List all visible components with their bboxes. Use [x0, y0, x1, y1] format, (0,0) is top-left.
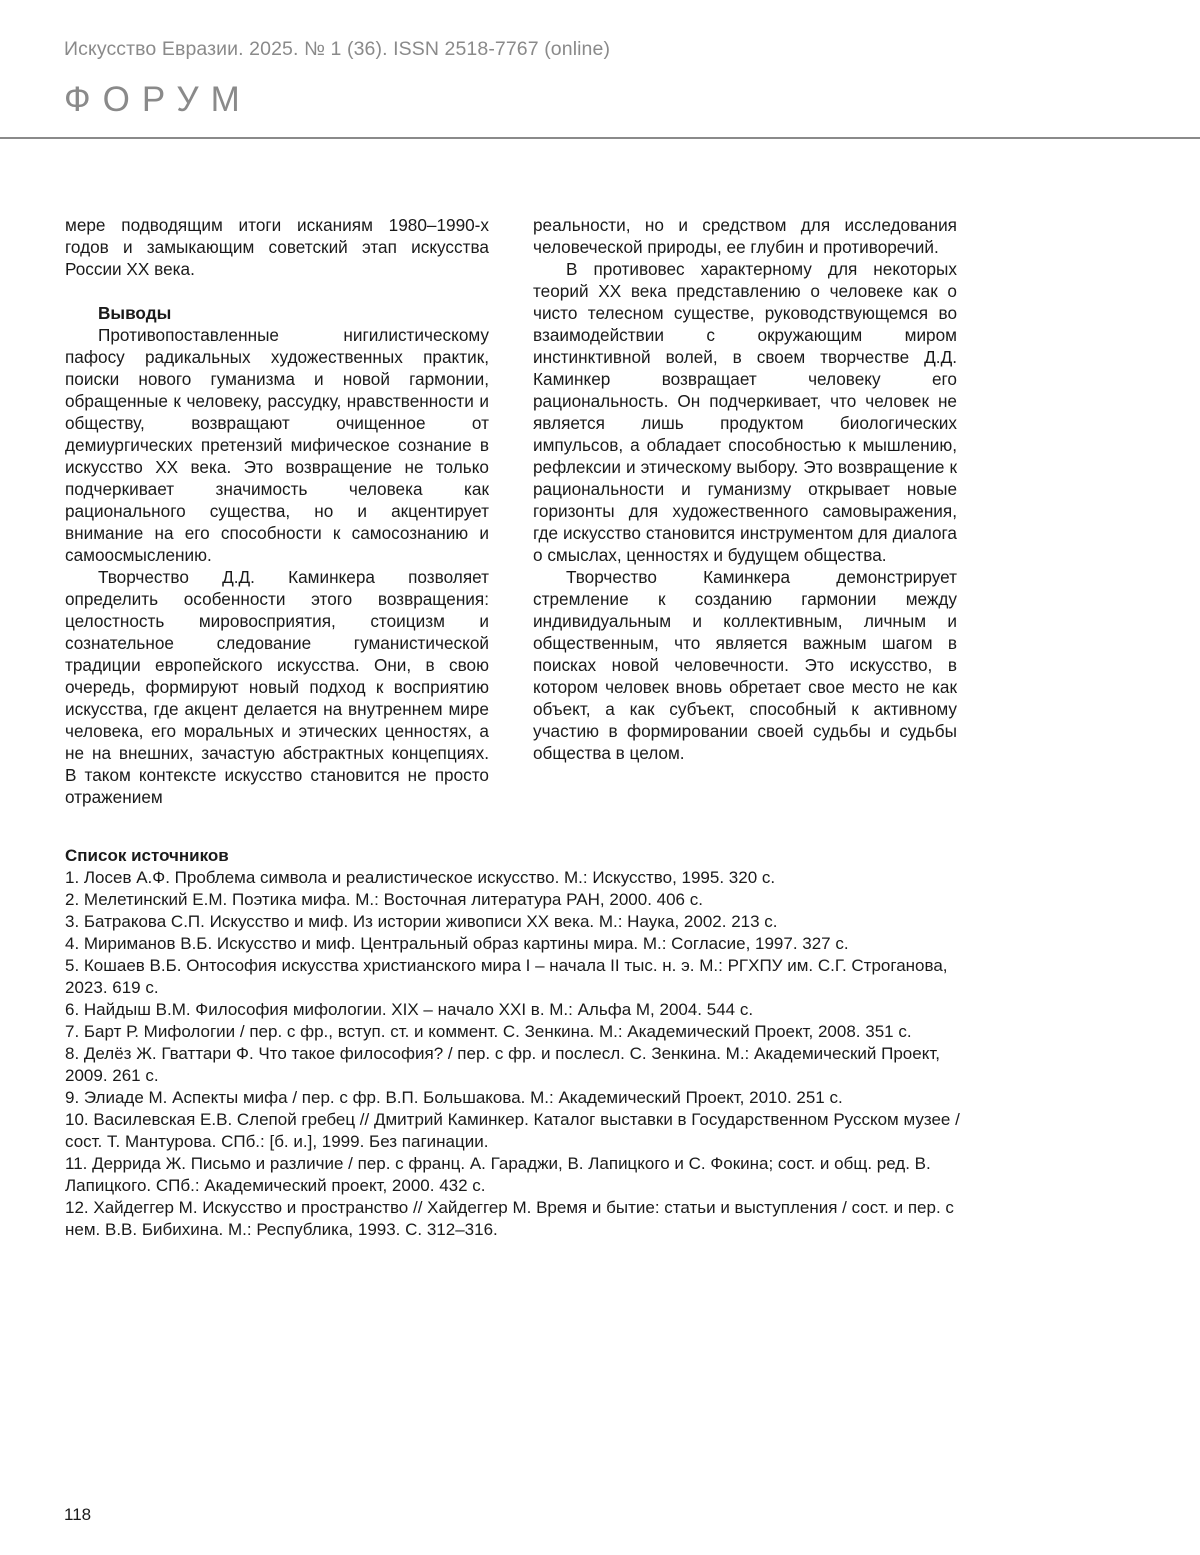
reference-item: 4. Мириманов В.Б. Искусство и миф. Центральный образ картины мира. М.: Согласие, 1997. 327 с.: [65, 934, 849, 953]
right-text-column: [533, 214, 957, 764]
paragraph-continuation: реальности, но и средством для исследования человеческой природы, ее глубин и противоречий.: [533, 215, 957, 257]
paragraph: В противовес характерному для некоторых теорий XX века представлению о человеке как о чисто телесном существе, руководствующемся во взаимодействии с окружающим миром инстинктивной волей, в своем творчестве Д.Д. Каминкер возвращает человеку его рациональность. Он подчеркивает, что человек не является лишь продуктом биологических импульсов, а обладает способностью к мышлению, рефлексии и этическому выбору. Это возвращение к рациональности и гуманизму открывает новые горизонты для художественного самовыражения, где искусство становится инструментом для диалога о смыслах, ценностях и будущем общества.: [533, 259, 957, 565]
page-number: 118: [64, 1505, 92, 1524]
reference-item: 2. Мелетинский Е.М. Поэтика мифа. М.: Восточная литература РАН, 2000. 406 с.: [65, 890, 703, 909]
section-title: ФОРУМ: [64, 80, 252, 119]
reference-item: 11. Деррида Ж. Письмо и различие / пер. с франц. А. Гараджи, В. Лапицкого и С. Фокина; сост. и общ. ред. В. Лапицкого. СПб.: Академический проект, 2000. 432 с.: [65, 1154, 931, 1195]
reference-item: 8. Делёз Ж. Гваттари Ф. Что такое философия? / пер. с фр. и послесл. С. Зенкина. М.: Академический Проект, 2009. 261 с.: [65, 1044, 940, 1085]
references-title: Список источников: [65, 846, 229, 865]
left-text-column: [65, 214, 489, 808]
conclusions-heading: Выводы: [98, 303, 172, 323]
reference-item: 9. Элиаде М. Аспекты мифа / пер. с фр. В.П. Большакова. М.: Академический Проект, 2010. 251 с.: [65, 1088, 843, 1107]
running-head: Искусство Евразии. 2025. № 1 (36). ISSN 2518-7767 (online): [64, 38, 611, 60]
reference-item: 12. Хайдеггер М. Искусство и пространство // Хайдеггер М. Время и бытие: статьи и выступления / сост. и пер. с нем. В.В. Бибихина. М.: Республика, 1993. С. 312–316.: [65, 1198, 954, 1239]
paragraph: Творчество Д.Д. Каминкера позволяет определить особенности этого возвращения: целостность мировосприятия, стоицизм и сознательное следование гуманистической традиции европейского искусства. Они, в свою очередь, формируют новый подход к восприятию искусства, где акцент делается на внутреннем мире человека, его моральных и этических ценностях, а не на внешних, зачастую абстрактных концепциях. В таком контексте искусство становится не просто отражением: [65, 567, 489, 807]
reference-item: 7. Барт Р. Мифологии / пер. с фр., вступ. ст. и коммент. С. Зенкина. М.: Академический Проект, 2008. 351 с.: [65, 1022, 912, 1041]
paragraph-continuation: мере подводящим итоги исканиям 1980–1990-х годов и замыкающим советский этап искусства России XX века.: [65, 215, 489, 279]
paragraph: Противопоставленные нигилистическому пафосу радикальных художественных практик, поиски нового гуманизма и новой гармонии, обращенные к человеку, рассудку, нравственности и обществу, возвращают очищенное от демиургических претензий мифическое сознание в искусство XX века. Это возвращение не только подчеркивает значимость человека как рационального существа, но и акцентирует внимание на его способности к самосознанию и самоосмыслению.: [65, 325, 489, 565]
reference-item: 5. Кошаев В.Б. Онтософия искусства христианского мира I – начала II тыс. н. э. М.: РГХПУ им. С.Г. Строганова, 2023. 619 с.: [65, 956, 948, 997]
reference-item: 1. Лосев А.Ф. Проблема символа и реалистическое искусство. М.: Искусство, 1995. 320 с.: [65, 868, 776, 887]
reference-item: 6. Найдыш В.М. Философия мифологии. XIX – начало XXI в. М.: Альфа М, 2004. 544 с.: [65, 1000, 754, 1019]
reference-item: 3. Батракова С.П. Искусство и миф. Из истории живописи XX века. М.: Наука, 2002. 213 с.: [65, 912, 778, 931]
header-divider: [0, 137, 1200, 139]
references-section: [65, 845, 965, 1241]
paragraph: Творчество Каминкера демонстрирует стремление к созданию гармонии между индивидуальным и коллективным, личным и общественным, что является важным шагом в поисках новой человечности. Это искусство, в котором человек вновь обретает свое место не как объект, а как субъект, способный к активному участию в формировании своей судьбы и судьбы общества в целом.: [533, 567, 957, 763]
reference-item: 10. Василевская Е.В. Слепой гребец // Дмитрий Каминкер. Каталог выставки в Государственном Русском музее / сост. Т. Мантурова. СПб.: [б. и.], 1999. Без пагинации.: [65, 1110, 960, 1151]
